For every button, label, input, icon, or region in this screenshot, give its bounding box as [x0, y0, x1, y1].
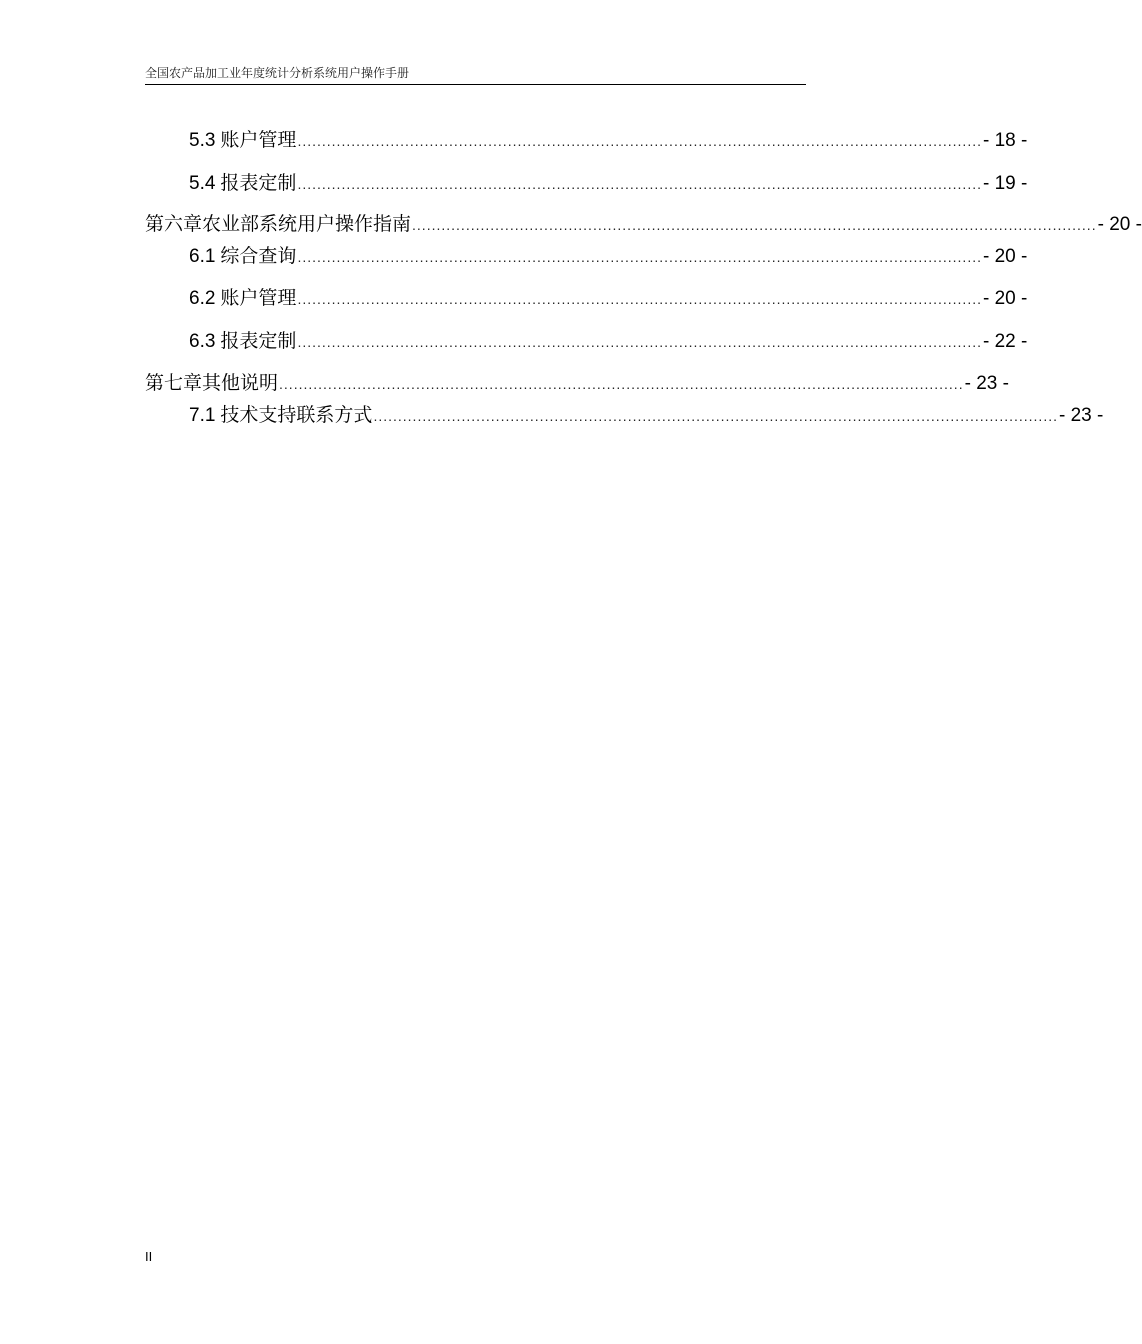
- toc-entry-page: - 20 -: [983, 288, 1028, 309]
- toc-entry-5-3[interactable]: [189, 128, 1028, 153]
- toc-entry-number: 6.2: [189, 288, 216, 309]
- toc-entry-page: - 23 -: [964, 373, 1009, 394]
- toc-entry-page: - 18 -: [983, 130, 1028, 151]
- toc-leader-dots: ............................................................................................................................................: [279, 376, 964, 392]
- toc-entry-title: 报表定制: [220, 330, 297, 352]
- toc-entry-page: - 20 -: [1097, 214, 1142, 235]
- toc-entry-page: - 20 -: [983, 246, 1028, 267]
- toc-entry-6-1[interactable]: [189, 244, 1028, 269]
- toc-entry-title: 农业部系统用户操作指南: [202, 213, 412, 235]
- toc-entry-page: - 19 -: [983, 173, 1028, 194]
- toc-entry-chapter-6[interactable]: [145, 212, 1142, 237]
- toc-entry-title: 账户管理: [220, 287, 297, 309]
- toc-entry-number: 5.4: [189, 173, 216, 194]
- toc-entry-title: 技术支持联系方式: [220, 404, 373, 426]
- toc-entry-chapter-7[interactable]: [145, 371, 1009, 396]
- page-number: II: [145, 1249, 153, 1264]
- toc-leader-dots: ............................................................................................................................................: [297, 334, 982, 350]
- toc-chapter-number: 第六章: [145, 213, 203, 235]
- toc-entry-page: - 22 -: [983, 331, 1028, 352]
- toc-entry-page: - 23 -: [1059, 405, 1104, 426]
- toc-leader-dots: ............................................................................................................................................: [412, 217, 1097, 233]
- page-footer: [145, 1249, 152, 1265]
- toc-leader-dots: ............................................................................................................................................: [297, 249, 982, 265]
- toc-entry-title: 其他说明: [202, 372, 279, 394]
- toc-entry-number: 6.3: [189, 331, 216, 352]
- toc-leader-dots: ............................................................................................................................................: [297, 176, 982, 192]
- toc-chapter-number: 第七章: [145, 372, 203, 394]
- toc-entry-7-1[interactable]: [189, 403, 1104, 428]
- toc-entry-title: 报表定制: [220, 172, 297, 194]
- toc-leader-dots: ............................................................................................................................................: [373, 408, 1058, 424]
- toc-leader-dots: ............................................................................................................................................: [297, 291, 982, 307]
- toc-entry-number: 5.3: [189, 130, 216, 151]
- toc-entry-6-2[interactable]: [189, 286, 1028, 311]
- document-title: 全国农产品加工业年度统计分析系统用户操作手册: [145, 66, 410, 80]
- toc-leader-dots: ............................................................................................................................................: [297, 133, 982, 149]
- toc-entry-title: 综合查询: [220, 245, 297, 267]
- toc-entry-6-3[interactable]: [189, 329, 1028, 354]
- toc-entry-5-4[interactable]: [189, 171, 1028, 196]
- toc-entry-title: 账户管理: [220, 129, 297, 151]
- toc-entry-number: 6.1: [189, 246, 216, 267]
- toc-entry-number: 7.1: [189, 405, 216, 426]
